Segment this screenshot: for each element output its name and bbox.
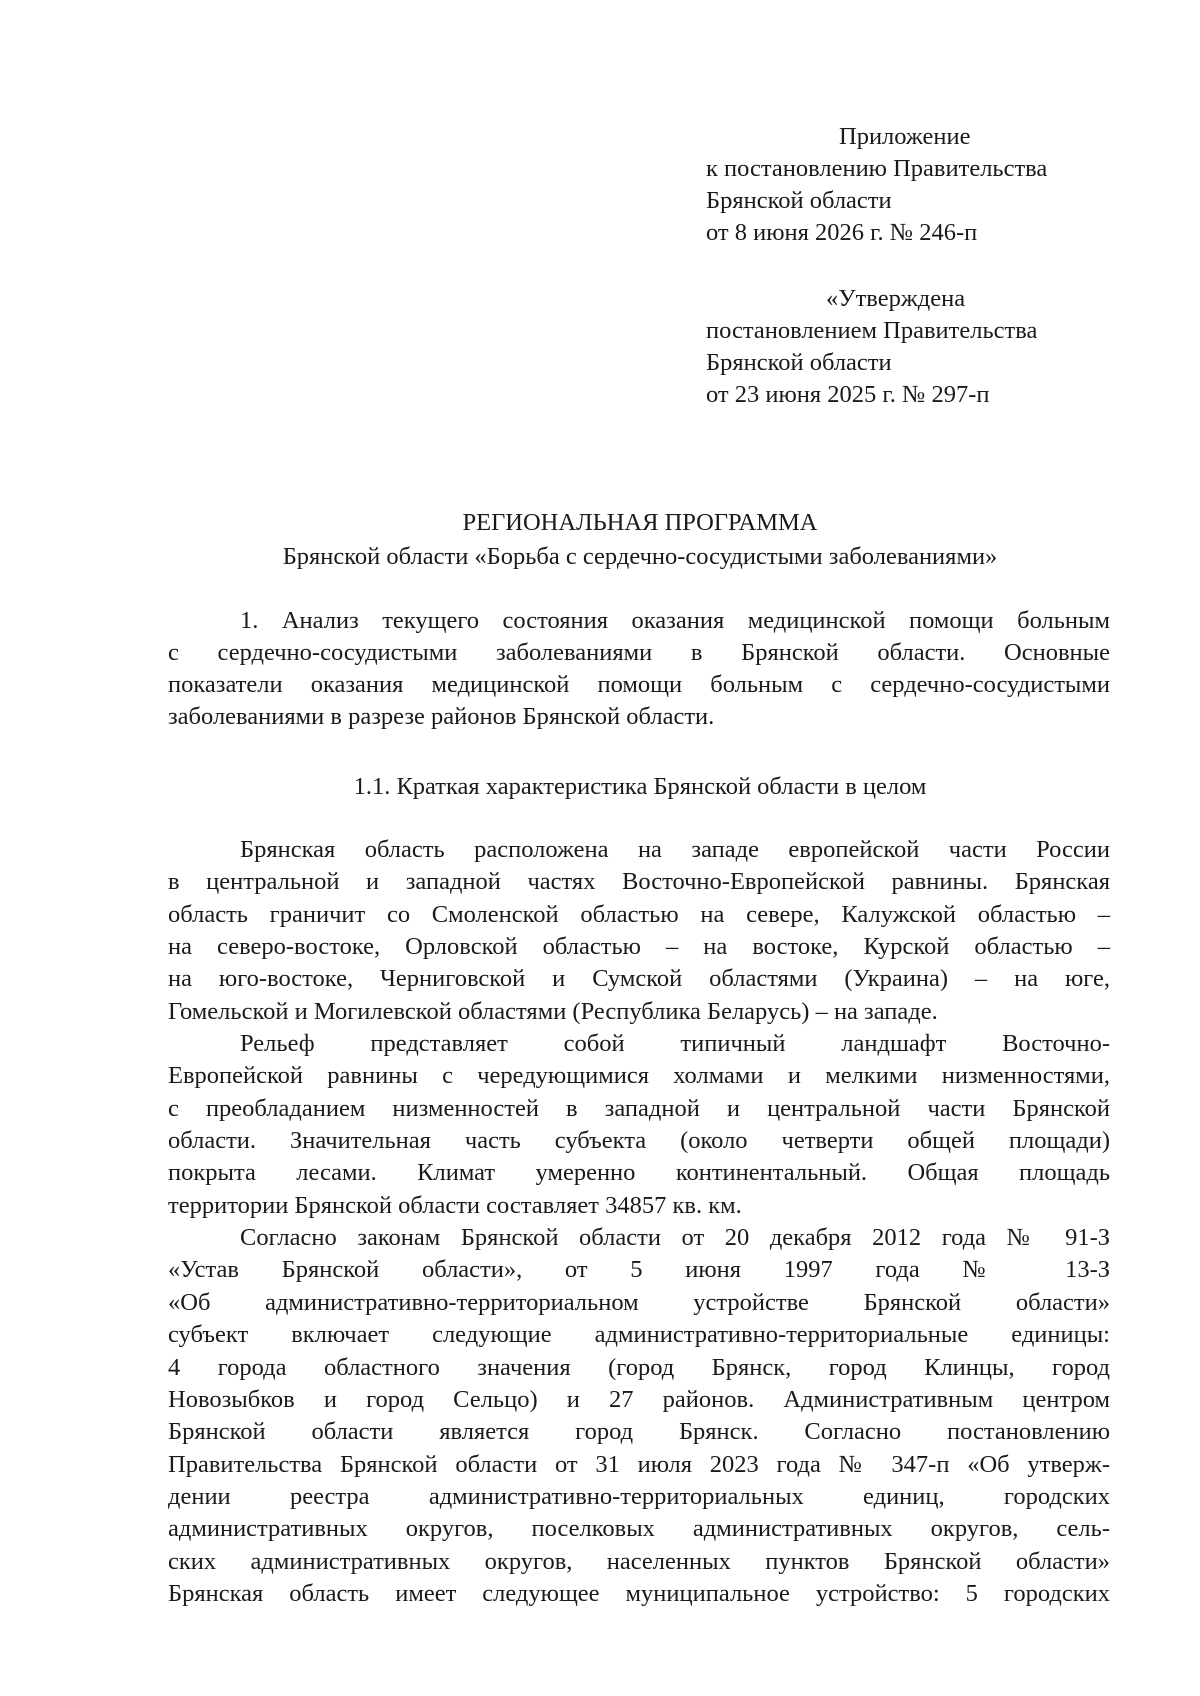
title-main: РЕГИОНАЛЬНАЯ ПРОГРАММА: [462, 509, 818, 536]
section-1-line: показатели оказания медицинской помощи больным с сердечно-сосудистыми: [168, 671, 1110, 698]
body-line: территории Брянской области составляет 34857 кв. км.: [168, 1191, 742, 1219]
approval-line: от 23 июня 2025 г. № 297-п: [706, 381, 990, 408]
body-line: «Об административно-территориальном устройстве Брянской области»: [168, 1288, 1110, 1316]
appendix-line: Приложение: [839, 123, 971, 150]
body-line: область граничит со Смоленской областью на севере, Калужской областью –: [168, 900, 1110, 928]
body-line: ских административных округов, населенных пунктов Брянской области»: [168, 1547, 1110, 1575]
body-line: Брянская область расположена на западе европейской части России: [240, 836, 1110, 863]
body-line: области. Значительная часть субъекта (около четверти общей площади): [168, 1127, 1110, 1155]
subsection-title: 1.1. Краткая характеристика Брянской области в целом: [353, 773, 927, 800]
title-sub: Брянской области «Борьба с сердечно-сосудистыми заболеваниями»: [282, 543, 998, 570]
body-line: Рельеф представляет собой типичный ландшафт Восточно-: [240, 1030, 1110, 1058]
approval-line: «Утверждена: [826, 285, 966, 312]
body-line: Гомельской и Могилевской областями (Республика Беларусь) – на западе.: [168, 997, 938, 1025]
body-line: с преобладанием низменностей в западной и центральной части Брянской: [168, 1094, 1110, 1122]
body-line: покрыта лесами. Климат умеренно континентальный. Общая площадь: [168, 1159, 1110, 1187]
approval-block: [706, 283, 1146, 411]
body-line: дении реестра административно-территориальных единиц, городских: [168, 1482, 1110, 1510]
body-line: субъект включает следующие административно-территориальные единицы:: [168, 1321, 1110, 1349]
appendix-line: к постановлению Правительства: [706, 155, 1048, 182]
appendix-block: [706, 121, 1146, 249]
appendix-line: от 8 июня 2026 г. № 246-п: [706, 219, 978, 246]
body-line: Брянская область имеет следующее муниципальное устройство: 5 городских: [168, 1579, 1110, 1607]
body-line: Европейской равнины с чередующимися холмами и мелкими низменностями,: [168, 1062, 1110, 1090]
body-line: административных округов, поселковых административных округов, сель-: [168, 1515, 1110, 1543]
body-line: Правительства Брянской области от 31 июля 2023 года № 347-п «Об утверж-: [168, 1450, 1110, 1478]
section-1-heading: [168, 605, 1110, 733]
body-line: «Устав Брянской области», от 5 июня 1997 года № 13-З: [168, 1256, 1110, 1284]
body-line: на юго-востоке, Черниговской и Сумской областями (Украина) – на юге,: [168, 965, 1110, 993]
body-line: 4 города областного значения (город Брянск, город Клинцы, город: [168, 1353, 1110, 1381]
appendix-line: Брянской области: [706, 187, 892, 214]
body-line: Новозыбков и город Сельцо) и 27 районов. Административным центром: [168, 1385, 1110, 1413]
body-text: [168, 834, 1110, 1610]
section-1-line: заболеваниями в разрезе районов Брянской области.: [168, 703, 715, 730]
document-title: [120, 506, 1160, 574]
body-line: на северо-востоке, Орловской областью – на востоке, Курской областью –: [168, 933, 1110, 961]
approval-line: постановлением Правительства: [706, 317, 1038, 344]
subsection-heading: [120, 771, 1160, 803]
section-1-line: с сердечно-сосудистыми заболеваниями в Брянской области. Основные: [168, 639, 1110, 666]
body-line: в центральной и западной частях Восточно-Европейской равнины. Брянская: [168, 868, 1110, 896]
body-line: Брянской области является город Брянск. Согласно постановлению: [168, 1418, 1110, 1446]
section-1-line: 1. Анализ текущего состояния оказания медицинской помощи больным: [240, 607, 1110, 634]
approval-line: Брянской области: [706, 349, 892, 376]
body-line: Согласно законам Брянской области от 20 декабря 2012 года № 91-З: [240, 1224, 1110, 1252]
